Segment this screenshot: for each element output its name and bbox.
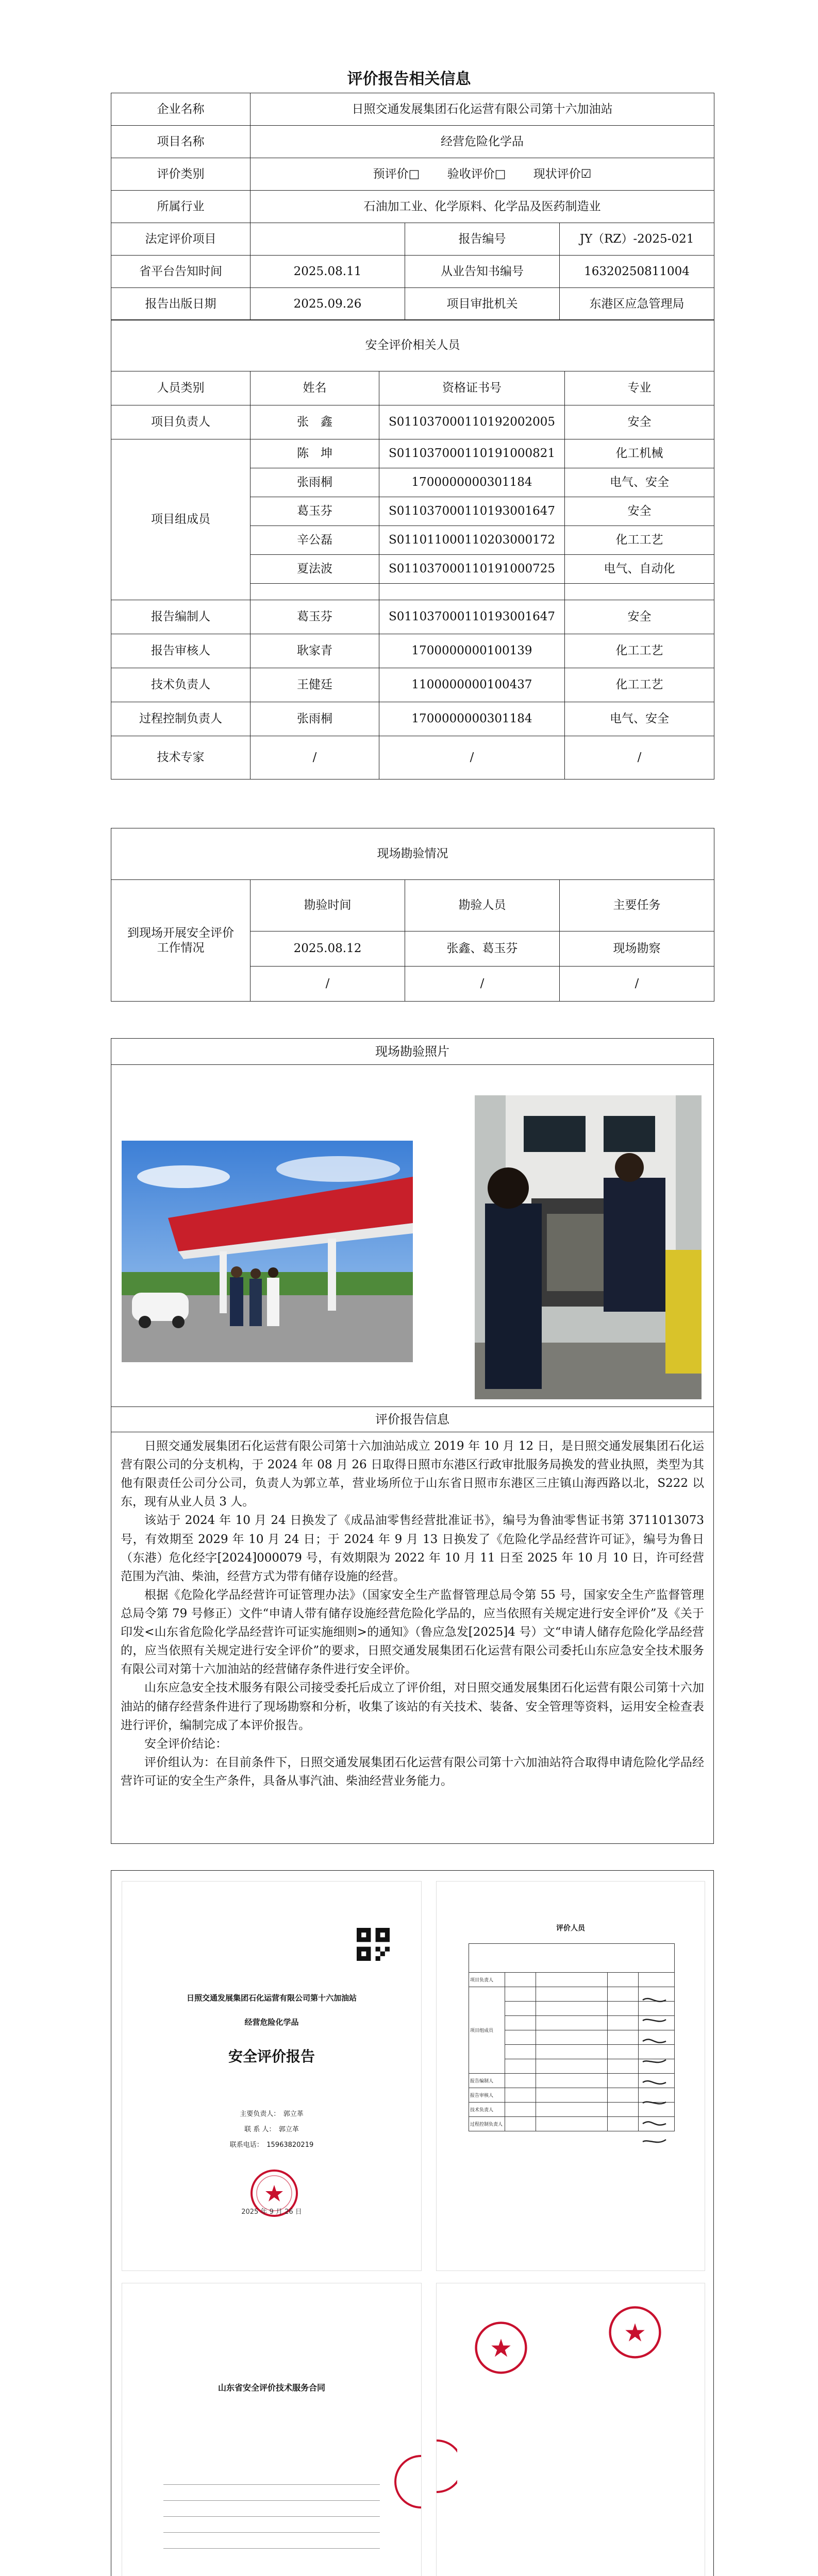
page-title: 评价报告相关信息 — [347, 70, 471, 88]
pub-date: 2025.09.26 — [251, 288, 405, 320]
role-major: 安全 — [565, 600, 714, 634]
survey-header-staff: 勘验人员 — [405, 880, 560, 931]
report-paragraph: 日照交通发展集团石化运营有限公司第十六加油站成立 2019 年 10 月 12 日，是日照交通发展集团石化运营有限公司的分支机构，于 2024 年 08 月 26 日取得日照市东港区行政审批服务局换发的营业执照，类型为其他有限责任公司分公司，负责人为郭立革，营业场所位于山东省日照市东港区三庄镇山海西路以北，S222 以东，现有从业人员 3 人。 — [121, 1439, 704, 1509]
photos-area — [111, 1064, 714, 1407]
category-label: 评价类别 — [111, 158, 251, 191]
survey-section-title: 现场勘验情况 — [111, 828, 714, 880]
role-major: / — [565, 736, 714, 779]
report-no-label: 报告编号 — [405, 223, 560, 256]
category-pre: 预评价□ — [373, 167, 420, 181]
leader-cert: S011037000110192002005 — [379, 405, 565, 439]
site-photo-inspection — [475, 1095, 702, 1399]
role-label: 报告审核人 — [111, 634, 251, 668]
report-no: JY（RZ）-2025-021 — [560, 223, 714, 256]
report-paragraph: 该站于 2024 年 10 月 24 日换发了《成品油零售经营批准证书》，编号为鲁油零售证书第 3711013073 号，有效期至 2029 年 10 月 24 日；于 2024 年 9 月 13 日换发了《危险化学品经营许可证》，编号为鲁日（东港）危化经字[2024]000079 号，有效期限为 2022 年 10 月 11 日至 2025 年 10 月 10 日，许可经营范围为汽油、柴油，经营方式为带有储存设施的经营。 — [121, 1514, 704, 1583]
pub-date-label: 报告出版日期 — [111, 288, 251, 320]
red-seal-icon — [607, 2304, 663, 2361]
member-cert: S011011000110203000172 — [379, 526, 565, 555]
signature-icon — [640, 1992, 671, 2147]
role-label: 技术负责人 — [111, 668, 251, 702]
leader-major: 安全 — [565, 405, 714, 439]
table-row — [111, 668, 714, 702]
survey-table — [111, 828, 714, 1002]
member-major: 电气、安全 — [565, 468, 714, 497]
scanned-documents — [111, 1870, 714, 2576]
member-cert: 1700000000301184 — [379, 468, 565, 497]
notice-no: 16320250811004 — [560, 256, 714, 288]
role-major: 化工工艺 — [565, 668, 714, 702]
red-seal-edge-icon — [390, 2453, 421, 2510]
staff-table — [111, 319, 714, 779]
statutory-label: 法定评价项目 — [111, 223, 251, 256]
survey-time: / — [251, 967, 405, 1002]
personnel-title: 评价人员 — [556, 1924, 585, 1933]
scan-cover-page — [122, 1881, 422, 2271]
role-label: 报告编制人 — [111, 600, 251, 634]
report-paragraph: 山东应急安全技术服务有限公司接受委托后成立了评价组，对日照交通发展集团石化运营有限公司第十六加油站的储存经营条件进行了现场勘察和分析，收集了该站的有关技术、装备、安全管理等资料，运用安全检查表进行评价，编制完成了本评价报告。 — [121, 1681, 704, 1732]
scan-contract-sign-page — [436, 2283, 705, 2576]
report-info-body — [111, 1432, 714, 1844]
notice-date-label: 省平台告知时间 — [111, 256, 251, 288]
member-major: 化工机械 — [565, 439, 714, 468]
personnel-mini-table: 项目负责人 项目组成员 报告编制人 报告审核人 技术负责人 过程控制负责人 — [469, 1943, 675, 2131]
conclusion-text: 评价组认为：在目前条件下，日照交通发展集团石化运营有限公司第十六加油站符合取得申请危险化学品经营许可证的安全生产条件，具备从事汽油、柴油经营业务能力。 — [121, 1755, 704, 1788]
role-name: 王健廷 — [251, 668, 379, 702]
category-options — [251, 158, 714, 191]
member-major: 化工工艺 — [565, 526, 714, 555]
cover-leader: 主要负责人： 郭立革 — [240, 2110, 304, 2118]
member-major: 电气、自动化 — [565, 555, 714, 584]
staff-header-name: 姓名 — [251, 371, 379, 405]
survey-task: 现场勘察 — [560, 931, 714, 967]
project-name: 经营危险化学品 — [251, 126, 714, 158]
category-acceptance: 验收评价□ — [447, 167, 506, 181]
role-major: 化工工艺 — [565, 634, 714, 668]
member-name: 张雨桐 — [251, 468, 379, 497]
role-cert: / — [379, 736, 565, 779]
role-name: 张雨桐 — [251, 702, 379, 736]
qr-code-icon — [357, 1928, 390, 1961]
role-name: / — [251, 736, 379, 779]
table-row — [111, 634, 714, 668]
survey-staff: 张鑫、葛玉芬 — [405, 931, 560, 967]
cover-project: 经营危险化学品 — [244, 2018, 299, 2027]
leader-label: 项目负责人 — [111, 405, 251, 439]
red-seal-edge-icon — [437, 2438, 457, 2495]
staff-header-cert: 资格证书号 — [379, 371, 565, 405]
role-name: 葛玉芬 — [251, 600, 379, 634]
table-row — [111, 405, 714, 439]
conclusion-heading: 安全评价结论： — [144, 1737, 227, 1751]
report-paragraph: 根据《危险化学品经营许可证管理办法》（国家安全生产监督管理总局令第 55 号，国家安全生产监督管理总局令第 79 号修正）文件“申请人带有储存设施经营危险化学品的，应当依照有关规定进行安全评价”及《关于印发<山东省危险化学品经营许可证实施细则>的通知》（鲁应急发[2025]4 号）文“申请人储存危险化学品经营的，应当依照有关规定进行安全评价”的要求，日照交通发展集团石化运营有限公司委托山东应急安全技术服务有限公司对第十六加油站的经营储存条件进行安全评价。 — [121, 1588, 704, 1676]
survey-header-time: 勘验时间 — [251, 880, 405, 931]
survey-staff: / — [405, 967, 560, 1002]
role-cert: 1100000000100437 — [379, 668, 565, 702]
approval-value: 东港区应急管理局 — [560, 288, 714, 320]
table-row — [111, 736, 714, 779]
role-cert: S011037000110193001647 — [379, 600, 565, 634]
role-major: 电气、安全 — [565, 702, 714, 736]
members-label: 项目组成员 — [111, 439, 251, 600]
role-name: 耿家青 — [251, 634, 379, 668]
notice-no-label: 从业告知书编号 — [405, 256, 560, 288]
role-cert: 1700000000100139 — [379, 634, 565, 668]
role-label: 过程控制负责人 — [111, 702, 251, 736]
basic-info-table — [111, 93, 714, 320]
report-info-title: 评价报告信息 — [111, 1406, 714, 1432]
project-label: 项目名称 — [111, 126, 251, 158]
cover-date: 2025 年 9 月 26 日 — [241, 2208, 302, 2216]
notice-date: 2025.08.11 — [251, 256, 405, 288]
table-row — [111, 702, 714, 736]
site-photo-station — [122, 1141, 413, 1362]
survey-time: 2025.08.12 — [251, 931, 405, 967]
survey-row-label: 到现场开展安全评价工作情况 — [111, 880, 251, 1002]
role-cert: 1700000000301184 — [379, 702, 565, 736]
industry-value: 石油加工业、化学原料、化学品及医药制造业 — [251, 191, 714, 223]
cover-contact: 联 系 人： 郭立革 — [244, 2126, 299, 2133]
category-current: 现状评价☑ — [533, 167, 592, 181]
company-label: 企业名称 — [111, 93, 251, 126]
cover-company: 日照交通发展集团石化运营有限公司第十六加油站 — [186, 1993, 357, 2003]
member-name: 夏法波 — [251, 555, 379, 584]
member-major: 安全 — [565, 497, 714, 526]
member-cert: S011037000110191000725 — [379, 555, 565, 584]
leader-name: 张 鑫 — [251, 405, 379, 439]
staff-section-title: 安全评价相关人员 — [111, 320, 714, 371]
scan-personnel-page — [436, 1881, 705, 2271]
survey-task: / — [560, 967, 714, 1002]
member-name: 辛公磊 — [251, 526, 379, 555]
table-row — [111, 600, 714, 634]
contract-title: 山东省安全评价技术服务合同 — [218, 2383, 325, 2393]
member-name: 葛玉芬 — [251, 497, 379, 526]
survey-header-task: 主要任务 — [560, 880, 714, 931]
staff-header-category: 人员类别 — [111, 371, 251, 405]
member-cert: S011037000110191000821 — [379, 439, 565, 468]
member-name: 陈 坤 — [251, 439, 379, 468]
table-row — [111, 439, 714, 468]
industry-label: 所属行业 — [111, 191, 251, 223]
staff-header-major: 专业 — [565, 371, 714, 405]
photos-section-title: 现场勘验照片 — [111, 1038, 714, 1065]
approval-label: 项目审批机关 — [405, 288, 560, 320]
member-cert: S011037000110193001647 — [379, 497, 565, 526]
scan-contract-page — [122, 2283, 422, 2576]
cover-report-title: 安全评价报告 — [228, 2048, 315, 2065]
red-seal-icon — [473, 2319, 529, 2376]
cover-phone: 联系电话： 15963820219 — [229, 2141, 314, 2149]
company-name: 日照交通发展集团石化运营有限公司第十六加油站 — [251, 93, 714, 126]
role-label: 技术专家 — [111, 736, 251, 779]
statutory-value — [251, 223, 405, 256]
